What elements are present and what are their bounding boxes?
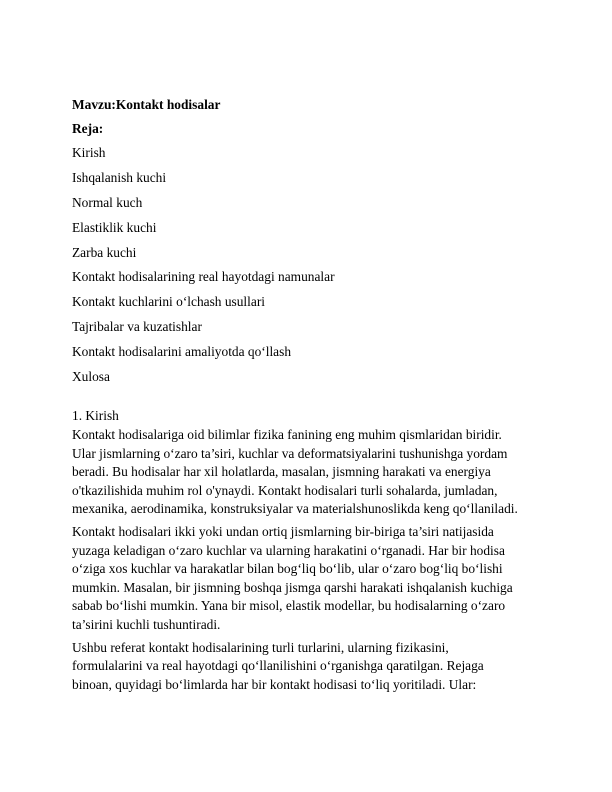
plan-label: Reja: — [72, 121, 104, 136]
paragraph-3: Ushbu referat kontakt hodisalarining turli turlarini, ularning fizikasini, formulalarini va real hayotdagi qo‘llanilishini o‘rganishga qaratilgan. Rejaga binoan, quyidagi bo‘limlarda har bir kontakt hodisasi to‘liq yoritiladi. Ular: — [72, 639, 484, 692]
plan-item-ishqalanish-kuchi: Ishqalanish kuchi — [72, 169, 167, 185]
paragraph-1: Kontakt hodisalariga oid bilimlar fizika fanining eng muhim qismlaridan biridir. Ular jismlarning o‘zaro ta’siri, kuchlar va deformatsiyalarini tushunishga yordam beradi. Bu hodisalar har xil holatlarda, masalan, jismning harakati va energiya o'tkazilishida muhim rol o'ynaydi. Kontakt hodisalari turli sohalarda, jumladan, mexanika, aerodinamika, konstruksiyalar va materialshunoslikda keng qo‘llaniladi. — [72, 427, 518, 517]
plan-item-xulosa: Xulosa — [72, 369, 110, 385]
plan-item-real-hayot-namunalar: Kontakt hodisalarining real hayotdagi namunalar — [72, 269, 335, 285]
plan-item-olchash-usullari: Kontakt kuchlarini o‘lchash usullari — [72, 294, 266, 310]
plan-item-amaliyotda-qollash: Kontakt hodisalarini amaliyotda qo‘llash — [72, 344, 292, 360]
plan-list — [72, 144, 547, 385]
plan-item-elastiklik-kuchi: Elastiklik kuchi — [72, 219, 157, 235]
plan-item-tajribalar: Tajribalar va kuzatishlar — [72, 319, 202, 335]
plan-item-zarba-kuchi: Zarba kuchi — [72, 244, 137, 260]
plan-item-normal-kuch: Normal kuch — [72, 194, 143, 210]
section-heading-kirish: 1. Kirish — [72, 408, 119, 424]
document-page — [72, 96, 547, 699]
plan-item-kirish: Kirish — [72, 145, 106, 160]
document-title: Mavzu:Kontakt hodisalar — [72, 97, 221, 112]
paragraph-2: Kontakt hodisalari ikki yoki undan ortiq jismlarning bir-biriga ta’siri natijasida yuzaga keladigan o‘zaro kuchlar va ularning harakatini o‘rganadi. Har bir hodisa o‘ziga xos kuchlar va harakatlar bilan bog‘liq bo‘lib, ular o‘zaro bog‘liq bo‘lishi mumkin. Masalan, bir jismning boshqa jismga qarshi harakati ishqalanish kuchiga sabab bo‘lishi mumkin. Yana bir misol, elastik modellar, bu hodisalarning o‘zaro ta’sirini kuchli tushuntiradi. — [72, 524, 513, 632]
